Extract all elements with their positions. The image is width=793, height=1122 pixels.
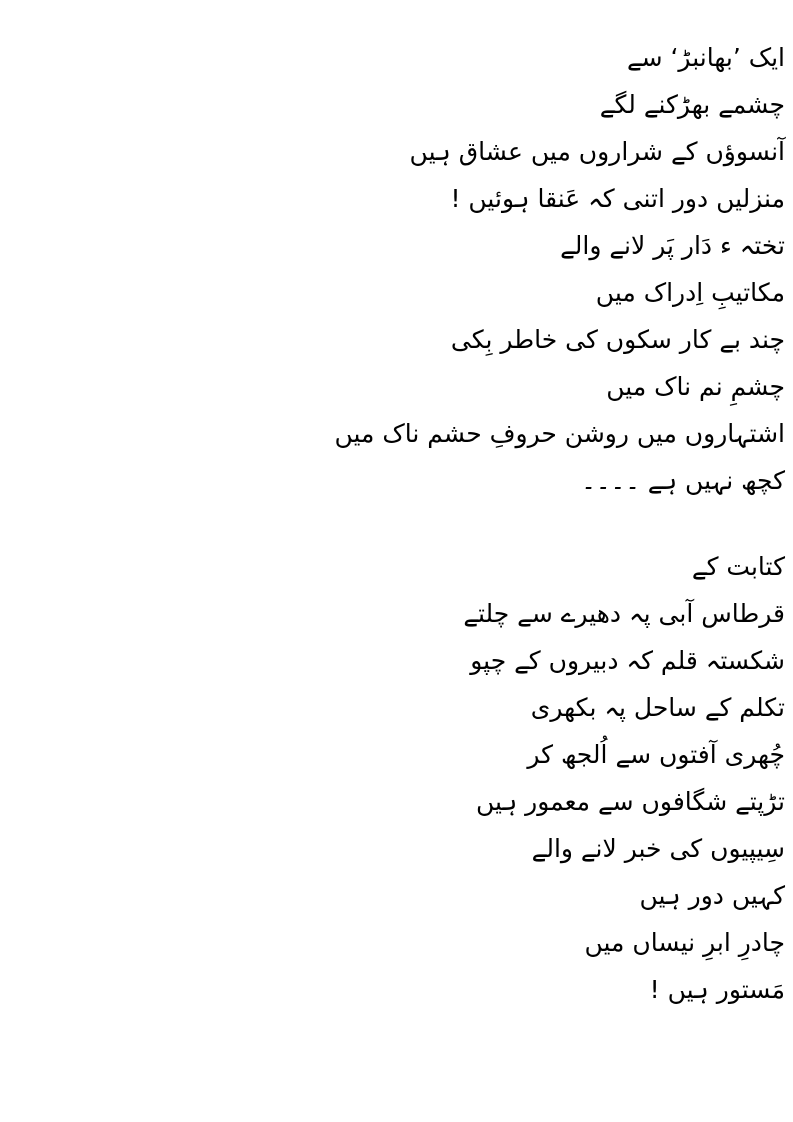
urdu-poem [30, 34, 785, 1013]
poem-line: آنسوؤں کے شراروں میں عشاق ہیں [409, 137, 785, 166]
poem-line: تختہ ء دَار پَر لانے والے [560, 231, 785, 260]
poem-line: چشمے بھڑکنے لگے [599, 90, 785, 119]
poem-line: مَستور ہیں ! [649, 975, 785, 1004]
poem-line: کہیں دور ہیں [639, 881, 785, 910]
poem-line: تڑپتے شگافوں سے معمور ہیں [476, 787, 785, 816]
poem-line: اشتہاروں میں روشن حروفِ حشم ناک میں [334, 419, 785, 448]
poem-stanza-1 [30, 34, 785, 504]
poem-line: کچھ نہیں ہے ۔۔۔۔ [581, 466, 785, 495]
poem-stanza-2 [30, 543, 785, 1013]
poem-line: چند بے کار سکوں کی خاطر بِکی [450, 325, 785, 354]
poem-line: شکستہ قلم کہ دبیروں کے چپو [470, 646, 785, 675]
poem-line: چشمِ نم ناک میں [606, 372, 785, 401]
poem-line: کتابت کے [691, 552, 785, 581]
poem-line: تکلم کے ساحل پہ بکھری [530, 693, 785, 722]
poem-line: چُھری آفتوں سے اُلجھ کر [527, 740, 785, 769]
poem-line: منزلیں دور اتنی کہ عَنقا ہوئیں ! [450, 184, 785, 213]
poem-line: ایک ’بھانبڑ‘ سے [626, 43, 785, 72]
poem-line: قرطاس آبی پہ دھیرے سے چلتے [463, 599, 785, 628]
poem-line: سِیپیوں کی خبر لانے والے [531, 834, 785, 863]
poem-line: مکاتیبِ اِدراک میں [595, 278, 785, 307]
poem-line: چادرِ ابرِ نیساں میں [584, 928, 785, 957]
